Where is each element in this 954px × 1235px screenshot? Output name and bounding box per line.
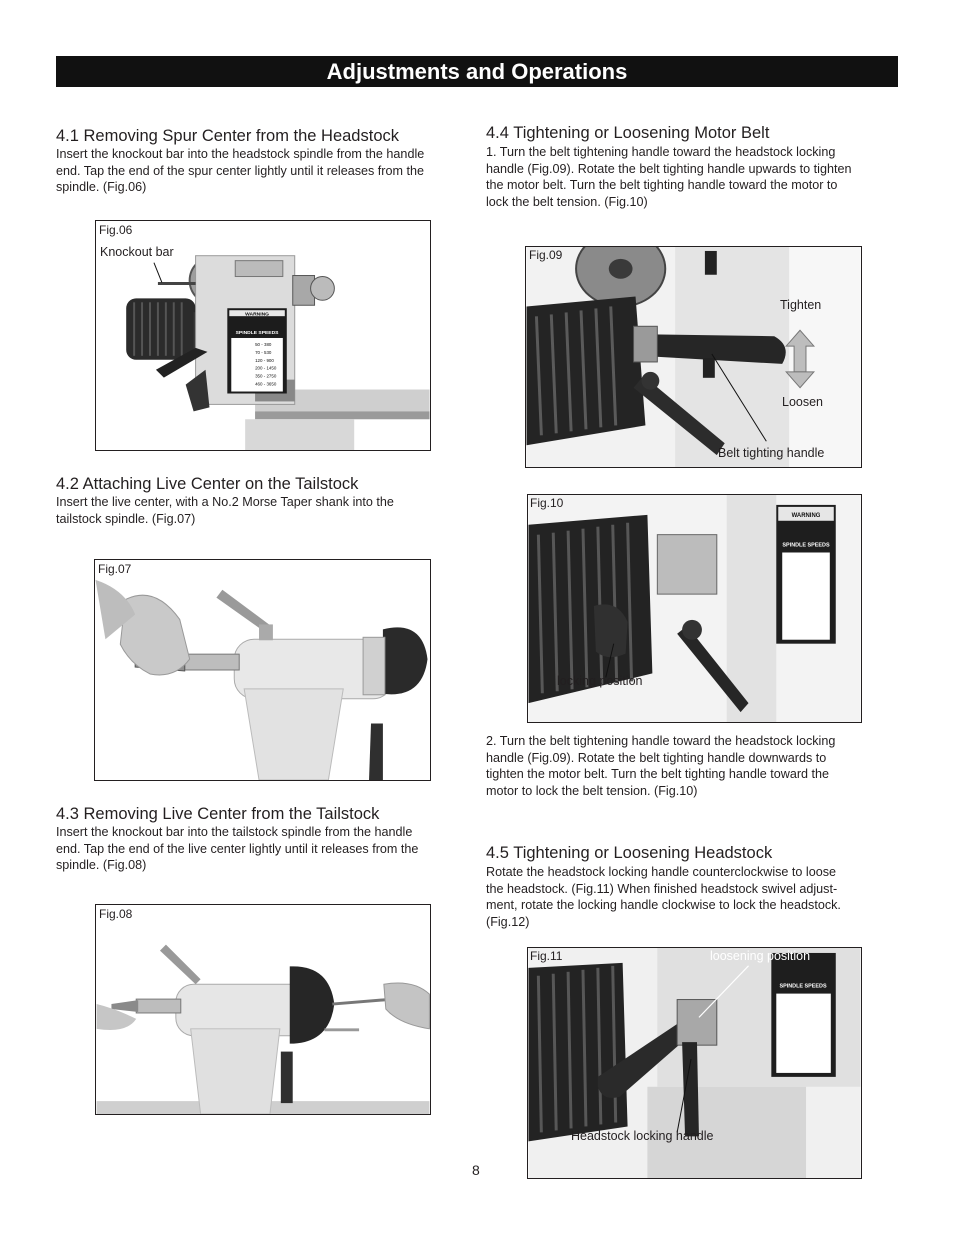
fig08-label: Fig.08 [99,907,133,921]
figure-11 [527,947,862,1179]
text-line: (Fig.12) [486,914,530,929]
section-4-4-heading: 4.4 Tightening or Loosening Motor Belt [486,124,770,142]
page-title: Adjustments and Operations [56,56,898,87]
fig09-label: Fig.09 [529,248,563,262]
fig11-callout-locking-handle: Headstock locking handle [571,1129,714,1143]
figure-10 [527,494,862,723]
text-line: 1. Turn the belt tightening handle toward the headstock locking [486,145,836,159]
section-4-2-text [56,494,476,527]
fig11-label: Fig.11 [530,949,563,963]
text-line: handle (Fig.09). Rotate the belt tighting handle upwards to tighten [486,161,852,176]
fig09-callout-loosen: Loosen [782,395,824,409]
text-line: Insert the live center, with a No.2 Morse Taper shank into the [56,495,394,509]
section-4-3-heading: 4.3 Removing Live Center from the Tailstock [56,805,380,823]
text-line: motor to lock the belt tension. (Fig.10) [486,783,698,798]
figure-08 [95,904,431,1115]
section-4-5-text [486,864,898,930]
fig06-callout-knockout-bar: Knockout bar [100,245,174,259]
fig07-label: Fig.07 [98,562,132,576]
text-line: 2. Turn the belt tightening handle toward the headstock locking [486,734,836,748]
text-line: the motor belt. Turn the belt tighting handle toward the motor to [486,178,838,192]
text-line: the headstock. (Fig.11) When finished headstock swivel adjust- [486,881,838,896]
text-line: ment, rotate the locking handle clockwise to lock the headstock. [486,898,841,912]
text-line: handle (Fig.09). Rotate the belt tighting handle downwards to [486,750,827,765]
fig10-label: Fig.10 [530,496,564,510]
section-4-5-heading: 4.5 Tightening or Loosening Headstock [486,844,773,862]
text-line: tighten the motor belt. Turn the belt tighting handle toward the [486,767,830,781]
text-line: Insert the knockout bar into the tailstock spindle from the handle [56,825,413,839]
fig10-warning: WARNING [791,512,821,519]
text-line: spindle. (Fig.06) [56,180,147,194]
section-4-1-heading: 4.1 Removing Spur Center from the Headstock [56,127,399,145]
section-4-1-text [56,146,476,196]
section-4-4-text-2 [486,733,898,799]
fig11-spindle-title: SPINDLE SPEEDS [779,983,827,990]
belt-tension-photo [526,247,861,467]
fig09-callout-handle: Belt tighting handle [718,446,825,460]
text-line: end. Tap the end of the spur center lightly until it releases from the [56,163,424,178]
fig06-label: Fig.06 [99,223,133,237]
text-line: spindle. (Fig.08) [56,858,147,872]
figure-06 [95,220,431,451]
fig06-speed: 350 - 2750 [255,373,277,379]
text-line: Rotate the headstock locking handle counterclockwise to loose [486,865,837,879]
text-line: end. Tap the end of the live center lightly until it releases from the [56,841,419,856]
fig06-warning: WARNING [245,312,269,318]
tailstock-live-center-photo [95,560,430,780]
fig11-callout-loosening-position: loosening position [710,949,811,963]
section-4-2-heading: 4.2 Attaching Live Center on the Tailstock [56,475,359,493]
fig06-speed: 120 - 900 [255,357,274,363]
text-line: lock the belt tension. (Fig.10) [486,194,648,209]
text-line: Insert the knockout bar into the headstock spindle from the handle [56,147,425,161]
text-line: tailstock spindle. (Fig.07) [56,511,196,526]
fig06-spindle-title: SPINDLE SPEEDS [235,331,279,337]
tailstock-knockout-photo [96,905,430,1114]
fig09-callout-tighten: Tighten [780,298,822,312]
section-4-3-text [56,824,476,874]
fig10-spindle-title: SPINDLE SPEEDS [782,542,830,549]
figure-07 [94,559,431,781]
fig06-speed: 50 - 380 [255,341,272,347]
fig06-speed: 460 - 3650 [255,381,277,387]
fig06-speed: 70 - 530 [255,349,272,355]
section-4-4-text [486,144,898,210]
fig10-callout-locking-position: locking position [557,674,643,688]
fig06-speed: 200 - 1450 [255,365,277,371]
figure-09 [525,246,862,468]
page-number: 8 [472,1162,480,1178]
